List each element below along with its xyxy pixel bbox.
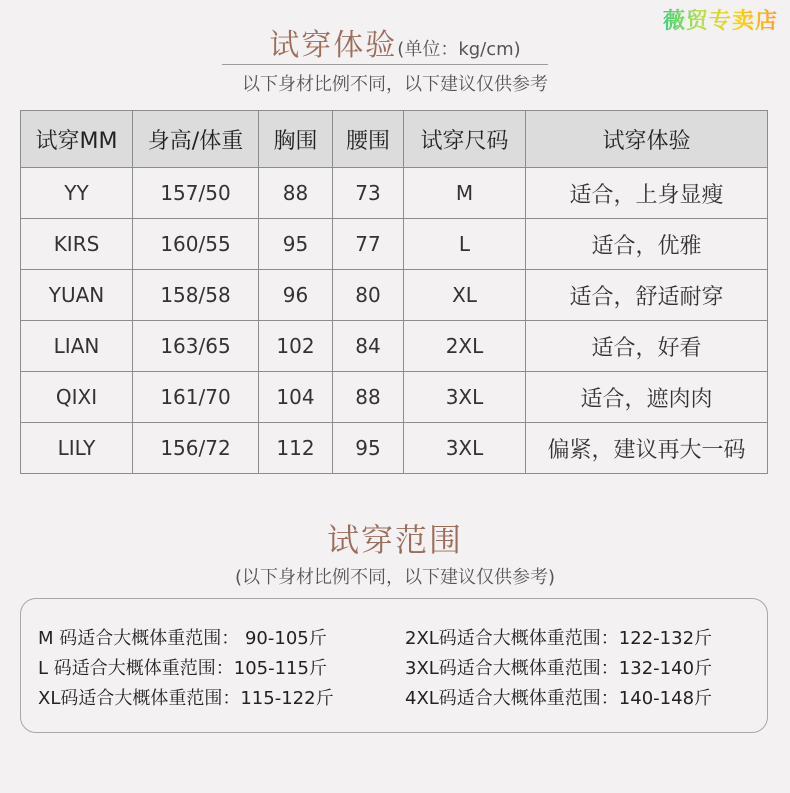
cell-bust: 104	[259, 372, 333, 423]
range-item: XL码适合大概体重范围：115-122斤	[38, 688, 334, 709]
table-row	[21, 423, 768, 474]
cell-model: YUAN	[21, 270, 133, 321]
cell-height-weight: 156/72	[133, 423, 259, 474]
cell-bust: 112	[259, 423, 333, 474]
cell-bust: 88	[259, 168, 333, 219]
cell-bust: 95	[259, 219, 333, 270]
table-row	[21, 270, 768, 321]
column-header: 胸围	[259, 111, 333, 168]
title-unit: (单位：kg/cm)	[397, 39, 521, 60]
cell-size: M	[404, 168, 526, 219]
cell-height-weight: 158/58	[133, 270, 259, 321]
cell-waist: 80	[333, 270, 404, 321]
cell-experience: 适合，舒适耐穿	[526, 270, 768, 321]
cell-experience: 适合，遮肉肉	[526, 372, 768, 423]
cell-waist: 77	[333, 219, 404, 270]
page-title	[0, 20, 790, 64]
cell-waist: 88	[333, 372, 404, 423]
cell-model: QIXI	[21, 372, 133, 423]
cell-waist: 95	[333, 423, 404, 474]
range-item: 2XL码适合大概体重范围：122-132斤	[405, 628, 713, 649]
range-box	[20, 598, 768, 733]
cell-experience: 偏紧，建议再大一码	[526, 423, 768, 474]
page-subtitle: 以下身材比例不同，以下建议仅供参考	[242, 74, 548, 95]
table-row	[21, 219, 768, 270]
cell-size: 2XL	[404, 321, 526, 372]
column-header: 试穿体验	[526, 111, 768, 168]
table-header-row	[21, 111, 768, 168]
column-header: 试穿MM	[21, 111, 133, 168]
cell-height-weight: 160/55	[133, 219, 259, 270]
range-title: 试穿范围	[326, 521, 463, 559]
range-item: 3XL码适合大概体重范围：132-140斤	[405, 658, 713, 679]
cell-size: 3XL	[404, 423, 526, 474]
cell-model: LILY	[21, 423, 133, 474]
cell-experience: 适合，优雅	[526, 219, 768, 270]
store-watermark: 薇贸专卖店	[663, 4, 778, 35]
column-header: 腰围	[333, 111, 404, 168]
range-item: 4XL码适合大概体重范围：140-148斤	[405, 688, 713, 709]
range-subtitle: (以下身材比例不同，以下建议仅供参考)	[234, 567, 556, 588]
range-item: L 码适合大概体重范围：105-115斤	[38, 658, 327, 679]
title-divider	[222, 64, 548, 65]
column-header: 身高/体重	[133, 111, 259, 168]
cell-model: YY	[21, 168, 133, 219]
range-item: M 码适合大概体重范围： 90-105斤	[38, 628, 327, 649]
cell-size: XL	[404, 270, 526, 321]
cell-waist: 84	[333, 321, 404, 372]
cell-model: KIRS	[21, 219, 133, 270]
table-row	[21, 168, 768, 219]
table-row	[21, 321, 768, 372]
title-main: 试穿体验	[269, 28, 398, 63]
cell-size: 3XL	[404, 372, 526, 423]
cell-waist: 73	[333, 168, 404, 219]
column-header: 试穿尺码	[404, 111, 526, 168]
cell-size: L	[404, 219, 526, 270]
cell-bust: 96	[259, 270, 333, 321]
cell-model: LIAN	[21, 321, 133, 372]
fitting-table	[20, 110, 768, 474]
cell-height-weight: 163/65	[133, 321, 259, 372]
table-row	[21, 372, 768, 423]
cell-bust: 102	[259, 321, 333, 372]
cell-height-weight: 161/70	[133, 372, 259, 423]
cell-height-weight: 157/50	[133, 168, 259, 219]
cell-experience: 适合，好看	[526, 321, 768, 372]
cell-experience: 适合，上身显瘦	[526, 168, 768, 219]
